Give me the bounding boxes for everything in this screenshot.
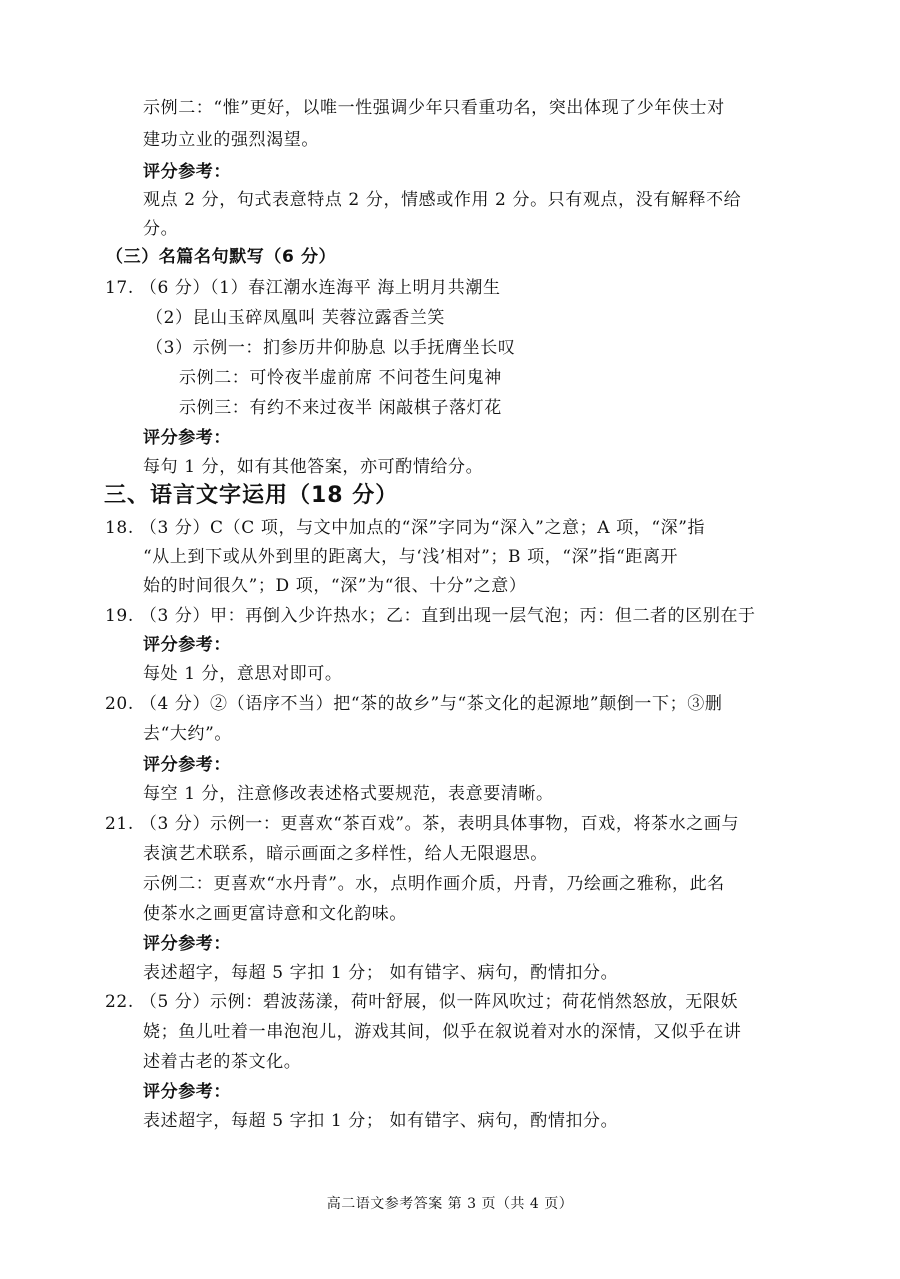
q21-line4: 使茶水之画更富诗意和文化韵味。	[143, 904, 407, 924]
q21-line2: 表演艺术联系，暗示画面之多样性，给人无限遐思。	[143, 844, 548, 864]
example2-line2: 建功立业的强烈渴望。	[143, 130, 319, 150]
q22-line1: 22. （5 分）示例：碧波荡漾，荷叶舒展，似一阵风吹过；荷花悄然怒放，无限妖	[105, 992, 739, 1012]
section-title: （三）名篇名句默写（6 分）	[106, 247, 337, 267]
q17-line2: （2）昆山玉碎凤凰叫 芙蓉泣露香兰笑	[146, 308, 446, 328]
q18-line1: 18. （3 分）C（C 项，与文中加点的“深”字同为“深入”之意；A 项，“深”指	[105, 518, 706, 538]
q21-line1: 21. （3 分）示例一：更喜欢“茶百戏”。茶，表明具体事物，百戏，将茶水之画与	[105, 814, 740, 834]
page-footer: 高二语文参考答案 第 3 页（共 4 页）	[326, 1196, 574, 1212]
q20-scoring-text: 每空 1 分，注意修改表述格式要规范，表意要清晰。	[143, 784, 554, 804]
q18-line2: “从上到下或从外到里的距离大，与‘浅’相对”；B 项，“深”指“距离开	[143, 547, 679, 567]
q17-line5: 示例三：有约不来过夜半 闲敲棋子落灯花	[179, 398, 502, 418]
scoring-text-line2: 分。	[143, 219, 179, 239]
q22-scoring-label: 评分参考：	[143, 1082, 231, 1102]
q20-line1: 20. （4 分）②（语序不当）把“茶的故乡”与“茶文化的起源地”颠倒一下；③删	[105, 694, 723, 714]
scoring-label: 评分参考：	[143, 162, 231, 182]
q17-scoring-text: 每句 1 分，如有其他答案，亦可酌情给分。	[143, 457, 484, 477]
q17-line1: 17. （6 分）（1）春江潮水连海平 海上明月共潮生	[105, 278, 501, 298]
q22-scoring-text: 表述超字，每超 5 字扣 1 分； 如有错字、病句，酌情扣分。	[143, 1111, 619, 1131]
q19-scoring-label: 评分参考：	[143, 635, 231, 655]
part-heading: 三、语言文字运用（18 分）	[104, 483, 399, 508]
q19-scoring-text: 每处 1 分，意思对即可。	[143, 664, 343, 684]
q21-scoring-label: 评分参考：	[143, 934, 231, 954]
q19-line1: 19. （3 分）甲：再倒入少许热水；乙：直到出现一层气泡；丙：但二者的区别在于	[105, 606, 756, 626]
q21-scoring-text: 表述超字，每超 5 字扣 1 分； 如有错字、病句，酌情扣分。	[143, 963, 619, 983]
q20-line2: 去“大约”。	[143, 724, 232, 744]
q20-scoring-label: 评分参考：	[143, 755, 231, 775]
q17-scoring-label: 评分参考：	[143, 428, 231, 448]
q17-line4: 示例二：可怜夜半虚前席 不问苍生问鬼神	[179, 368, 502, 388]
scoring-text-line1: 观点 2 分，句式表意特点 2 分，情感或作用 2 分。只有观点，没有解释不给	[143, 190, 742, 210]
example2-line1: 示例二：“惟”更好，以唯一性强调少年只看重功名，突出体现了少年侠士对	[143, 98, 725, 118]
q17-line3: （3）示例一：扪参历井仰胁息 以手抚膺坐长叹	[146, 338, 516, 358]
q22-line3: 述着古老的茶文化。	[143, 1052, 302, 1072]
q22-line2: 娆；鱼儿吐着一串泡泡儿，游戏其间，似乎在叙说着对水的深情，又似乎在讲	[143, 1022, 742, 1042]
q18-line3: 始的时间很久”；D 项，“深”为“很、十分”之意）	[143, 576, 527, 596]
q21-line3: 示例二：更喜欢“水丹青”。水，点明作画介质，丹青，乃绘画之雅称，此名	[143, 874, 725, 894]
